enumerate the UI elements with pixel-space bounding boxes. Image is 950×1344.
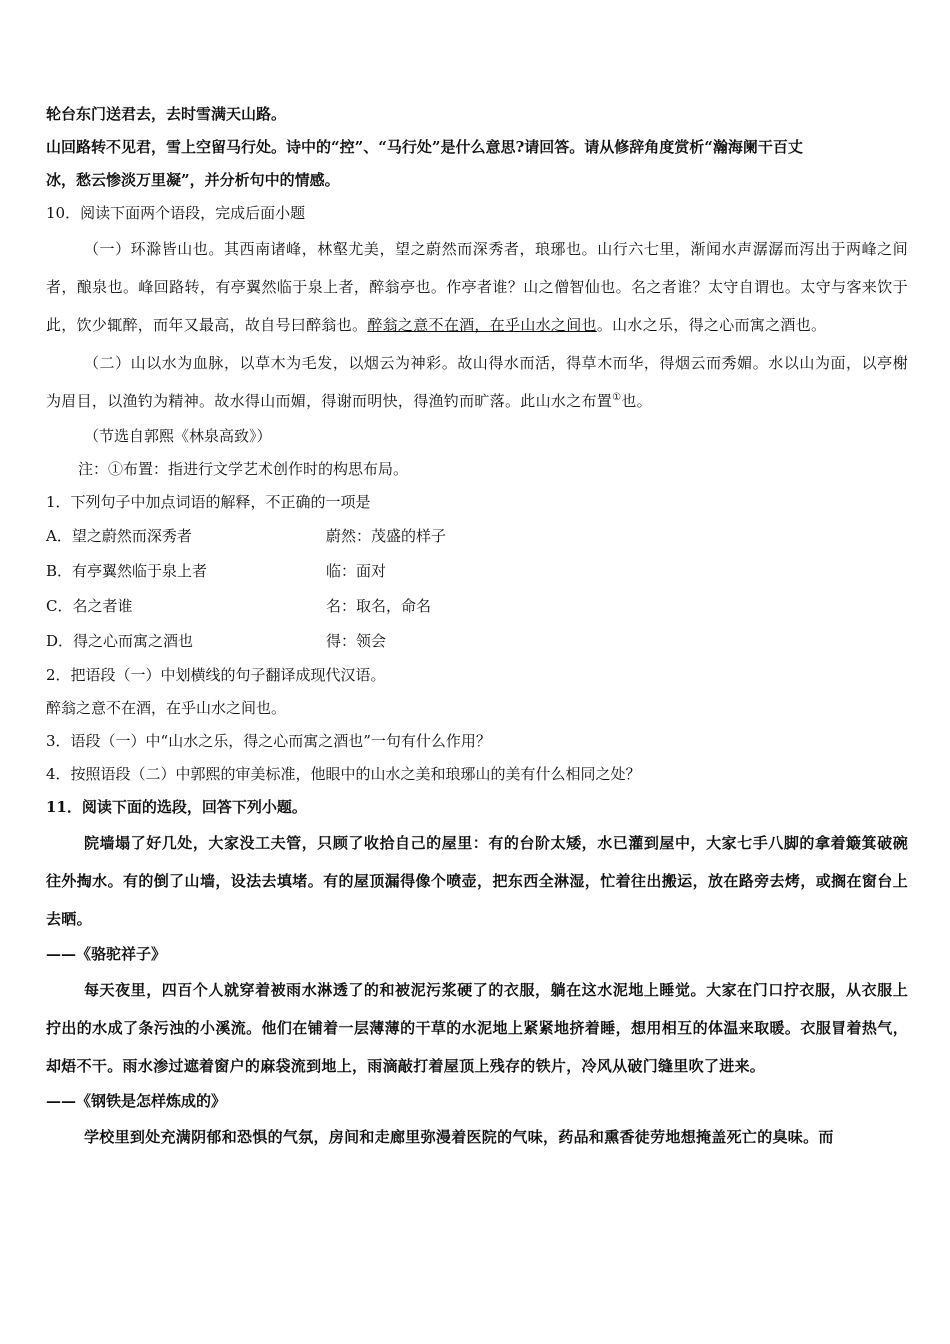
- q10-source: （节选自郭熙《林泉高致》）: [84, 427, 272, 445]
- option-b-explanation: 临：面对: [326, 562, 387, 580]
- q11-passage-3: 学校里到处充满阴郁和恐惧的气氛，房间和走廊里弥漫着医院的气味，药品和熏香徒劳地想掩盖死亡的臭味。而: [84, 1128, 834, 1146]
- option-d-explanation: 得：领会: [326, 632, 387, 650]
- option-d-sentence: D．得之心而寓之酒也: [46, 632, 194, 650]
- q10-sub4: 4．按照语段（二）中郭熙的审美标准，他眼中的山水之美和琅琊山的美有什么相同之处？: [46, 765, 641, 783]
- poem-line-3: 冰，愁云惨淡万里凝”，并分析句中的情感。: [46, 171, 340, 189]
- option-b: [46, 554, 908, 589]
- option-c-explanation: 名：取名，命名: [326, 597, 432, 615]
- option-c: [46, 589, 908, 624]
- q11-passage-1: 院墙塌了好几处，大家没工夫管，只顾了收拾自己的屋里：有的台阶太矮，水已灌到屋中，大家七手八脚的拿着簸箕破碗往外掏水。有的倒了山墙，设法去填堵。有的屋顶漏得像个喷壶，把东西全淋湿，忙着往出搬运，放在路旁去烤，或搁在窗台上去晒。: [46, 834, 908, 928]
- poem-line-2: 山回路转不见君，雪上空留马行处。诗中的“控”、“马行处”是什么意思?请回答。请从修辞角度赏析“瀚海阑干百丈: [46, 138, 803, 156]
- footnote-marker: ①: [612, 392, 622, 403]
- q10-passage-2: （二）山以水为血脉，以草木为毛发，以烟云为神彩。故山得水而活，得草木而华，得烟云而秀媚。水以山为面，以亭榭为眉目，以渔钓为精神。故水得山而媚，得谢而明快，得渔钓而旷落。此山水之布置①也。: [46, 354, 908, 410]
- q10-note: 注：①布置：指进行文学艺术创作时的构思布局。: [78, 460, 409, 478]
- q10-sub2: 2．把语段（一）中划横线的句子翻译成现代汉语。: [46, 666, 386, 684]
- q11-source-2: ——《钢铁是怎样炼成的》: [46, 1092, 227, 1110]
- option-c-sentence: C．名之者谁: [46, 597, 133, 615]
- q10-sub3: 3．语段（一）中“山水之乐，得之心而寓之酒也”一句有什么作用？: [46, 732, 491, 750]
- q10-passage-1: （一）环滁皆山也。其西南诸峰，林壑尤美，望之蔚然而深秀者，琅琊也。山行六七里，渐闻水声潺潺而泻出于两峰之间者，酿泉也。峰回路转，有亭翼然临于泉上者，醉翁亭也。作亭者谁？山之僧智仙也。名之者谁？太守自谓也。太守与客来饮于此，饮少辄醉，而年又最高，故自号曰醉翁也。醉翁之意不在酒，在乎山水之间也。山水之乐，得之心而寓之酒也。: [46, 240, 908, 334]
- option-a-sentence: A．望之蔚然而深秀者: [46, 527, 192, 545]
- option-b-sentence: B．有亭翼然临于泉上者: [46, 562, 208, 580]
- q11-source-1: ——《骆驼祥子》: [46, 945, 167, 963]
- q11-passage-2: 每天夜里，四百个人就穿着被雨水淋透了的和被泥污浆硬了的衣服，躺在这水泥地上睡觉。大家在门口拧衣服，从衣服上拧出的水成了条污浊的小溪流。他们在铺着一层薄薄的干草的水泥地上紧紧地挤着睡，想用相互的体温来取暖。衣服冒着热气，却焐不干。雨水渗过遮着窗户的麻袋流到地上，雨滴敲打着屋顶上残存的铁片，冷风从破门缝里吹了进来。: [46, 981, 908, 1075]
- q10-sub2-text: 醉翁之意不在酒，在乎山水之间也。: [46, 699, 287, 717]
- underlined-sentence: 醉翁之意不在酒，在乎山水之间也: [367, 316, 597, 334]
- q10-sub1: 1．下列句子中加点词语的解释，不正确的一项是: [46, 493, 371, 511]
- poem-line-1: 轮台东门送君去，去时雪满天山路。: [46, 105, 287, 123]
- option-d: [46, 624, 908, 659]
- option-a-explanation: 蔚然：茂盛的样子: [326, 527, 447, 545]
- q11-header: 11．阅读下面的选段，回答下列小题。: [46, 798, 307, 816]
- option-a: [46, 519, 908, 554]
- document-page: [46, 98, 908, 1156]
- q10-header: 10．阅读下面两个语段，完成后面小题: [46, 204, 306, 222]
